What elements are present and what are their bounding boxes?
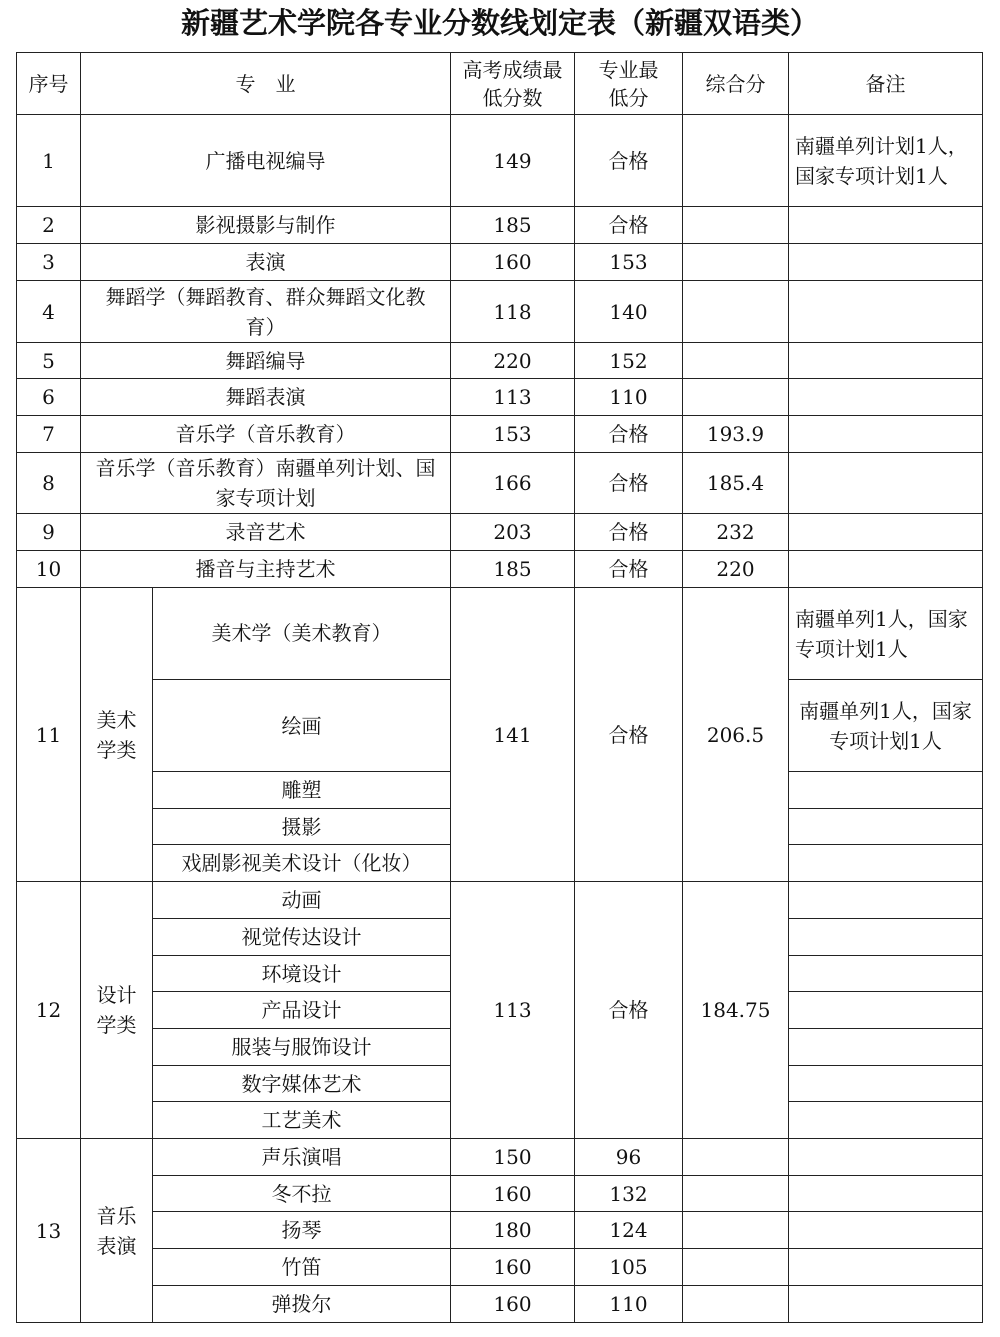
row-note: [789, 379, 983, 416]
group-note: [789, 1102, 983, 1139]
group-major: 绘画: [153, 680, 451, 772]
row-prof: 合格: [575, 416, 683, 453]
row-total: 220: [683, 551, 789, 588]
table-row: [17, 379, 983, 416]
table-row: [17, 453, 983, 514]
row-no: 9: [17, 514, 81, 551]
row-no: 3: [17, 244, 81, 281]
group-no: 11: [17, 588, 81, 882]
header-gaokao: 高考成绩最低分数: [451, 53, 575, 115]
group-note: [789, 956, 983, 992]
group-total: [683, 1176, 789, 1212]
group-prof: 132: [575, 1176, 683, 1212]
group-note: 南疆单列1人，国家专项计划1人: [789, 588, 983, 680]
header-row: [17, 53, 983, 115]
group-note: [789, 882, 983, 919]
group-major: 环境设计: [153, 956, 451, 992]
header-seq: 序号: [17, 53, 81, 115]
table-row: [17, 882, 983, 919]
group-note: [789, 919, 983, 956]
row-total: [683, 379, 789, 416]
row-gaokao: 153: [451, 416, 575, 453]
group-total: 206.5: [683, 588, 789, 882]
row-no: 10: [17, 551, 81, 588]
group-note: [789, 1176, 983, 1212]
group-major: 视觉传达设计: [153, 919, 451, 956]
group-prof: 96: [575, 1139, 683, 1176]
group-note: [789, 1029, 983, 1066]
row-gaokao: 220: [451, 343, 575, 379]
group-major: 动画: [153, 882, 451, 919]
row-total: 232: [683, 514, 789, 551]
group-gaokao: 113: [451, 882, 575, 1139]
row-total: 193.9: [683, 416, 789, 453]
row-note: [789, 453, 983, 514]
header-note: 备注: [789, 53, 983, 115]
row-note: [789, 244, 983, 281]
group-prof: 110: [575, 1286, 683, 1323]
group-no: 12: [17, 882, 81, 1139]
row-major: 广播电视编导: [81, 115, 451, 207]
row-prof: 合格: [575, 115, 683, 207]
row-total: [683, 115, 789, 207]
group-major: 数字媒体艺术: [153, 1066, 451, 1102]
group-no: 13: [17, 1139, 81, 1323]
group-total: [683, 1286, 789, 1323]
row-total: [683, 281, 789, 343]
table-row: [17, 1176, 983, 1212]
row-major: 表演: [81, 244, 451, 281]
group-prof: 124: [575, 1212, 683, 1249]
row-prof: 153: [575, 244, 683, 281]
row-no: 4: [17, 281, 81, 343]
row-prof: 合格: [575, 453, 683, 514]
row-prof: 合格: [575, 514, 683, 551]
group-category: 美术学类: [81, 588, 153, 882]
group-major: 雕塑: [153, 772, 451, 809]
table-row: [17, 115, 983, 207]
group-major: 戏剧影视美术设计（化妆）: [153, 845, 451, 882]
row-major: 播音与主持艺术: [81, 551, 451, 588]
table-row: [17, 416, 983, 453]
row-major: 舞蹈编导: [81, 343, 451, 379]
group-major: 竹笛: [153, 1249, 451, 1286]
table-row: [17, 343, 983, 379]
row-total: [683, 207, 789, 244]
score-table: [16, 52, 983, 1323]
row-note: [789, 343, 983, 379]
group-gaokao: 160: [451, 1249, 575, 1286]
row-no: 8: [17, 453, 81, 514]
row-no: 2: [17, 207, 81, 244]
row-major: 录音艺术: [81, 514, 451, 551]
group-note: [789, 1286, 983, 1323]
row-gaokao: 185: [451, 551, 575, 588]
row-gaokao: 149: [451, 115, 575, 207]
row-gaokao: 203: [451, 514, 575, 551]
row-note: [789, 207, 983, 244]
row-major: 影视摄影与制作: [81, 207, 451, 244]
group-category: 音乐表演: [81, 1139, 153, 1323]
row-note: [789, 281, 983, 343]
row-note: [789, 551, 983, 588]
header-prof: 专业最低分: [575, 53, 683, 115]
table-row: [17, 1139, 983, 1176]
group-major: 摄影: [153, 809, 451, 845]
row-total: [683, 343, 789, 379]
row-gaokao: 166: [451, 453, 575, 514]
group-major: 产品设计: [153, 992, 451, 1029]
group-gaokao: 160: [451, 1176, 575, 1212]
table-row: [17, 514, 983, 551]
row-major: 舞蹈表演: [81, 379, 451, 416]
row-major: 音乐学（音乐教育）南疆单列计划、国家专项计划: [81, 453, 451, 514]
row-total: [683, 244, 789, 281]
group-note: [789, 1249, 983, 1286]
table-row: [17, 588, 983, 680]
row-note: 南疆单列计划1人，国家专项计划1人: [789, 115, 983, 207]
row-note: [789, 416, 983, 453]
group-total: [683, 1139, 789, 1176]
table-row: [17, 1212, 983, 1249]
row-total: 185.4: [683, 453, 789, 514]
group-note: [789, 845, 983, 882]
row-major: 舞蹈学（舞蹈教育、群众舞蹈文化教育）: [81, 281, 451, 343]
row-prof: 110: [575, 379, 683, 416]
group-note: [789, 772, 983, 809]
row-gaokao: 185: [451, 207, 575, 244]
group-major: 冬不拉: [153, 1176, 451, 1212]
group-gaokao: 141: [451, 588, 575, 882]
row-major: 音乐学（音乐教育）: [81, 416, 451, 453]
table-row: [17, 281, 983, 343]
row-no: 7: [17, 416, 81, 453]
group-major: 美术学（美术教育）: [153, 588, 451, 680]
table-row: [17, 1249, 983, 1286]
table-row: [17, 244, 983, 281]
table-row: [17, 551, 983, 588]
group-total: 184.75: [683, 882, 789, 1139]
row-no: 5: [17, 343, 81, 379]
group-total: [683, 1249, 789, 1286]
row-gaokao: 113: [451, 379, 575, 416]
row-prof: 140: [575, 281, 683, 343]
group-note: [789, 1139, 983, 1176]
page-title: 新疆艺术学院各专业分数线划定表（新疆双语类）: [180, 6, 819, 40]
group-major: 服装与服饰设计: [153, 1029, 451, 1066]
group-note: [789, 809, 983, 845]
group-gaokao: 150: [451, 1139, 575, 1176]
group-prof: 合格: [575, 882, 683, 1139]
group-total: [683, 1212, 789, 1249]
row-no: 6: [17, 379, 81, 416]
group-category: 设计学类: [81, 882, 153, 1139]
row-no: 1: [17, 115, 81, 207]
table-row: [17, 1286, 983, 1323]
group-note: [789, 1066, 983, 1102]
row-prof: 合格: [575, 551, 683, 588]
group-major: 声乐演唱: [153, 1139, 451, 1176]
group-major: 扬琴: [153, 1212, 451, 1249]
group-prof: 105: [575, 1249, 683, 1286]
row-note: [789, 514, 983, 551]
row-gaokao: 160: [451, 244, 575, 281]
group-gaokao: 180: [451, 1212, 575, 1249]
table-row: [17, 207, 983, 244]
header-major: 专 业: [81, 53, 451, 115]
group-note: 南疆单列1人，国家专项计划1人: [789, 680, 983, 772]
row-prof: 152: [575, 343, 683, 379]
group-major: 弹拨尔: [153, 1286, 451, 1323]
group-major: 工艺美术: [153, 1102, 451, 1139]
group-prof: 合格: [575, 588, 683, 882]
header-total: 综合分: [683, 53, 789, 115]
group-note: [789, 992, 983, 1029]
row-gaokao: 118: [451, 281, 575, 343]
group-note: [789, 1212, 983, 1249]
group-gaokao: 160: [451, 1286, 575, 1323]
row-prof: 合格: [575, 207, 683, 244]
